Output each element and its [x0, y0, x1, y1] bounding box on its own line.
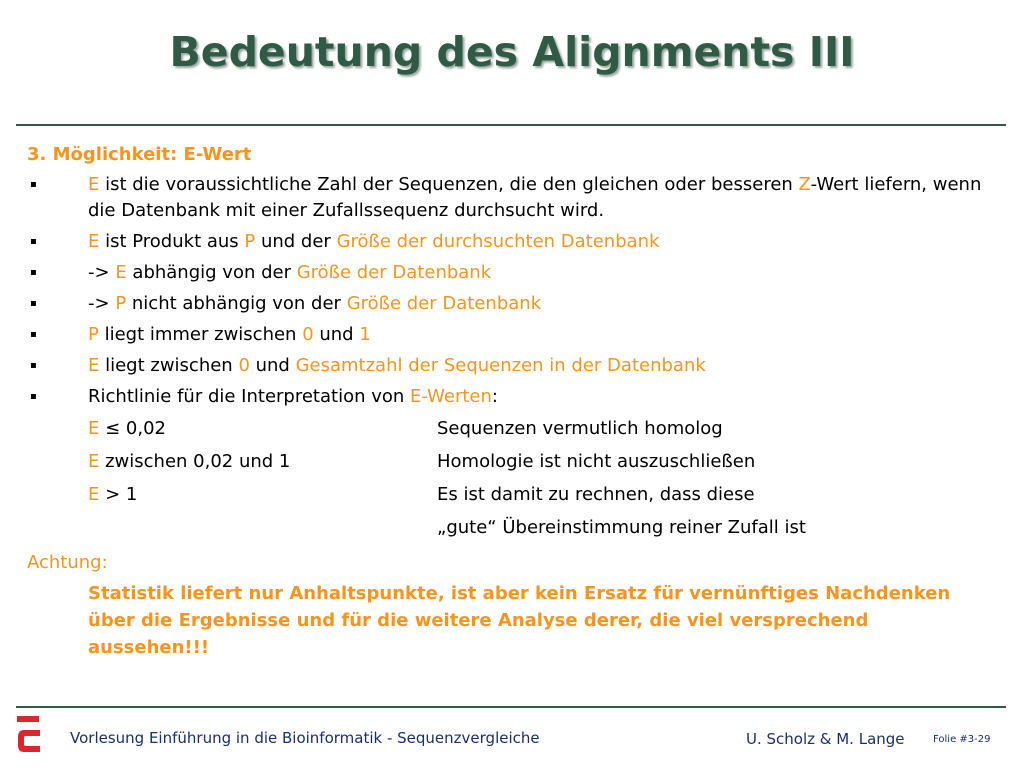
text-segment: und der: [255, 231, 337, 252]
e-value-row: [88, 481, 987, 514]
text-segment: und: [249, 355, 296, 376]
slide-content: [27, 141, 987, 661]
highlight-text: E: [88, 451, 100, 472]
text-segment: liegt zwischen: [99, 355, 239, 376]
section-heading: 3. Möglichkeit: E-Wert: [27, 144, 252, 165]
e-value-interpretation: „gute“ Übereinstimmung reiner Zufall ist: [437, 517, 806, 538]
footer-slide-number: Folie #3-29: [933, 734, 991, 745]
text-segment: Richtlinie für die Interpretation von: [88, 386, 411, 407]
bullet-list: [27, 172, 987, 410]
bullet-item: [27, 229, 987, 255]
text-segment: zwischen 0,02 und 1: [99, 451, 291, 472]
text-segment: nicht abhängig von der: [126, 293, 347, 314]
e-value-condition: [88, 448, 437, 475]
e-value-row: [88, 514, 987, 547]
bullet-marker: ▪: [30, 360, 37, 371]
highlight-text: E: [88, 231, 100, 252]
highlight-text: P: [244, 231, 256, 252]
achtung-label: Achtung:: [27, 552, 108, 573]
e-value-table: [88, 415, 987, 547]
highlight-text: Größe der Datenbank: [296, 262, 492, 283]
highlight-text: E: [88, 174, 100, 195]
bullet-item: [27, 291, 987, 317]
text-segment: :: [491, 386, 498, 407]
highlight-text: 0: [302, 324, 314, 345]
e-value-condition: [88, 415, 437, 442]
bullet-item: [27, 172, 987, 224]
warning-text: Statistik liefert nur Anhaltspunkte, ist aber kein Ersatz für vernünftiges Nachdenken über die Ergebnisse und für die weitere Analyse derer, die viel versprechend aussehen!!!: [88, 583, 951, 658]
highlight-text: E: [88, 484, 100, 505]
bullet-marker: ▪: [30, 267, 37, 278]
bullet-item: [27, 322, 987, 348]
e-value-interpretation: Sequenzen vermutlich homolog: [437, 418, 723, 439]
e-value-interpretation: Es ist damit zu rechnen, dass diese: [437, 484, 755, 505]
highlight-text: Größe der durchsuchten Datenbank: [336, 231, 660, 252]
text-segment: und: [313, 324, 360, 345]
footer-divider: [16, 706, 1006, 708]
text-segment: ist die voraussichtliche Zahl der Sequenzen, die den gleichen oder besseren: [99, 174, 799, 195]
highlight-text: Z: [798, 174, 811, 195]
bullet-item: [27, 353, 987, 379]
highlight-text: 0: [238, 355, 250, 376]
highlight-text: E: [88, 355, 100, 376]
bullet-marker: ▪: [30, 298, 37, 309]
text-segment: > 1: [99, 484, 138, 505]
e-value-row: [88, 448, 987, 481]
text-segment: ist Produkt aus: [99, 231, 245, 252]
highlight-text: Gesamtzahl der Sequenzen in der Datenbank: [295, 355, 706, 376]
highlight-text: E-Werten: [410, 386, 492, 407]
bullet-marker: ▪: [30, 329, 37, 340]
bullet-marker: ▪: [30, 236, 37, 247]
text-segment: ≤ 0,02: [99, 418, 166, 439]
bullet-item: [27, 384, 987, 410]
text-segment: ->: [88, 293, 116, 314]
bullet-marker: ▪: [30, 179, 37, 190]
highlight-text: E: [88, 418, 100, 439]
highlight-text: 1: [359, 324, 371, 345]
bullet-marker: ▪: [30, 391, 37, 402]
highlight-text: P: [88, 324, 99, 345]
title-divider: [16, 124, 1006, 126]
text-segment: -Wert liefern, wenn die Datenbank mit einer Zufallssequenz durchsucht wird.: [88, 174, 982, 221]
ipk-logo-icon: [14, 714, 44, 756]
footer-authors: U. Scholz & M. Lange: [746, 730, 905, 748]
text-segment: liegt immer zwischen: [98, 324, 303, 345]
e-value-interpretation: Homologie ist nicht auszuschließen: [437, 451, 756, 472]
text-segment: ->: [88, 262, 116, 283]
e-value-condition: [88, 481, 437, 508]
slide-title: Bedeutung des Alignments III: [169, 28, 855, 76]
highlight-text: E: [115, 262, 127, 283]
highlight-text: P: [115, 293, 127, 314]
bullet-item: [27, 260, 987, 286]
footer-lecture-title: Vorlesung Einführung in die Bioinformatik - Sequenzvergleiche: [70, 729, 540, 747]
text-segment: abhängig von der: [126, 262, 297, 283]
e-value-row: [88, 415, 987, 448]
highlight-text: Größe der Datenbank: [346, 293, 542, 314]
